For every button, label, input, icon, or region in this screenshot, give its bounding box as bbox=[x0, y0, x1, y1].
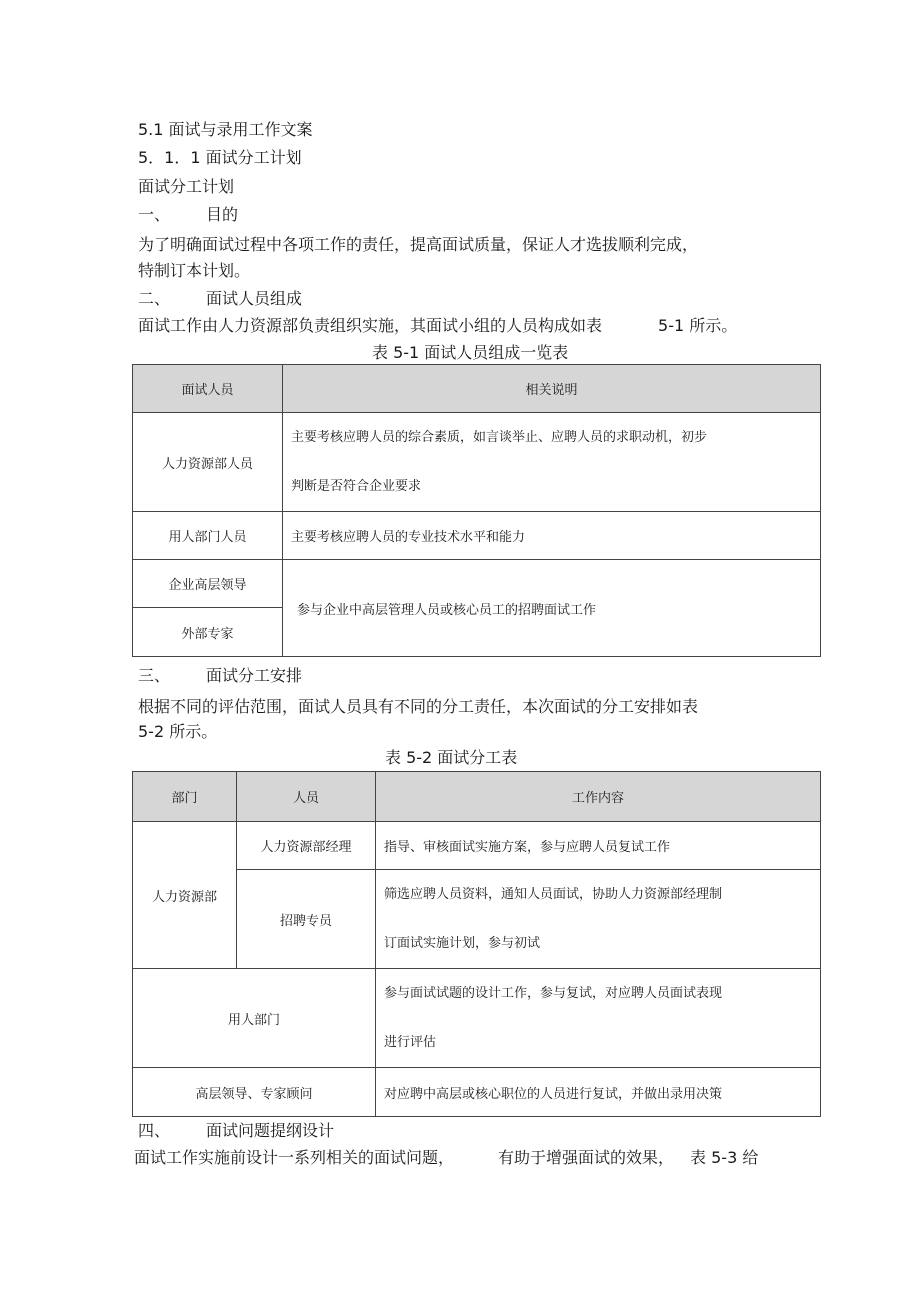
table-header-row bbox=[133, 365, 821, 413]
cell-line: 主要考核应聘人员的综合素质，如言谈举止、应聘人员的求职动机，初步 bbox=[291, 430, 708, 445]
table-header: 面试人员 bbox=[133, 365, 283, 413]
table-cell: 外部专家 bbox=[133, 608, 283, 657]
section-2-text bbox=[138, 316, 737, 336]
section-4-text-part-c: 表 5-3 给 bbox=[690, 1148, 759, 1167]
table-cell: 用人部门 bbox=[133, 969, 376, 1068]
section-3-heading bbox=[138, 666, 302, 686]
section-2-heading bbox=[138, 289, 302, 309]
section-1-number: 一、 bbox=[138, 205, 171, 224]
section-1-heading bbox=[138, 205, 238, 225]
section-2-text-part-a: 面试工作由人力资源部负责组织实施，其面试小组的人员构成如表 bbox=[138, 316, 603, 335]
table-cell: 参与企业中高层管理人员或核心员工的招聘面试工作 bbox=[283, 560, 821, 657]
table-header: 部门 bbox=[133, 772, 237, 822]
table-row bbox=[133, 512, 821, 560]
section-3-text-line-2: 5-2 所示。 bbox=[138, 722, 218, 741]
table-cell bbox=[376, 870, 821, 969]
section-1-text-line-1: 为了明确面试过程中各项工作的责任，提高面试质量，保证人才选拔顺利完成， bbox=[138, 235, 699, 254]
section-4-title: 面试问题提纲设计 bbox=[206, 1121, 335, 1140]
table-row bbox=[133, 822, 821, 870]
table-1-caption: 表 5-1 面试人员组成一览表 bbox=[372, 343, 569, 362]
table-row bbox=[133, 870, 821, 969]
cell-line: 判断是否符合企业要求 bbox=[291, 479, 422, 494]
table-cell: 对应聘中高层或核心职位的人员进行复试，并做出录用决策 bbox=[376, 1068, 821, 1117]
table-row bbox=[133, 560, 821, 608]
table-cell: 用人部门人员 bbox=[133, 512, 283, 560]
section-4-number: 四、 bbox=[138, 1121, 171, 1140]
table-header: 人员 bbox=[237, 772, 376, 822]
section-2-text-part-b: 5-1 所示。 bbox=[658, 316, 738, 335]
table-cell: 人力资源部 bbox=[133, 822, 237, 969]
document-title: 面试分工计划 bbox=[138, 177, 235, 196]
table-header: 工作内容 bbox=[376, 772, 821, 822]
table-cell: 人力资源部经理 bbox=[237, 822, 376, 870]
table-cell: 主要考核应聘人员的专业技术水平和能力 bbox=[283, 512, 821, 560]
section-4-text bbox=[134, 1148, 758, 1168]
table-cell: 人力资源部人员 bbox=[133, 413, 283, 512]
table-2-division bbox=[132, 771, 821, 1117]
table-header-row bbox=[133, 772, 821, 822]
section-3-title: 面试分工安排 bbox=[206, 666, 303, 685]
table-cell bbox=[283, 413, 821, 512]
table-cell: 高层领导、专家顾问 bbox=[133, 1068, 376, 1117]
section-2-number: 二、 bbox=[138, 289, 171, 308]
table-cell: 指导、审核面试实施方案，参与应聘人员复试工作 bbox=[376, 822, 821, 870]
section-4-heading bbox=[138, 1121, 334, 1141]
table-row bbox=[133, 969, 821, 1068]
section-4-text-part-a: 面试工作实施前设计一系列相关的面试问题， bbox=[134, 1148, 455, 1167]
section-3-number: 三、 bbox=[138, 666, 171, 685]
table-cell: 招聘专员 bbox=[237, 870, 376, 969]
table-header: 相关说明 bbox=[283, 365, 821, 413]
cell-line: 订面试实施计划，参与初试 bbox=[384, 936, 541, 951]
table-cell: 企业高层领导 bbox=[133, 560, 283, 608]
cell-line: 参与面试试题的设计工作，参与复试，对应聘人员面试表现 bbox=[384, 986, 723, 1001]
table-cell bbox=[376, 969, 821, 1068]
section-4-text-part-b: 有助于增强面试的效果， bbox=[498, 1148, 675, 1167]
table-row bbox=[133, 1068, 821, 1117]
cell-line: 筛选应聘人员资料，通知人员面试，协助人力资源部经理制 bbox=[384, 887, 723, 902]
table-2-caption: 表 5-2 面试分工表 bbox=[385, 748, 518, 767]
section-2-title: 面试人员组成 bbox=[206, 289, 303, 308]
table-row bbox=[133, 413, 821, 512]
section-heading: 5.1 面试与录用工作文案 bbox=[138, 120, 313, 139]
section-1-text-line-2: 特制订本计划。 bbox=[138, 261, 251, 280]
cell-line: 进行评估 bbox=[384, 1035, 437, 1050]
section-1-title: 目的 bbox=[206, 205, 239, 224]
table-1-interviewers bbox=[132, 364, 821, 657]
subsection-heading: 5．1．1 面试分工计划 bbox=[138, 148, 302, 167]
section-3-text-line-1: 根据不同的评估范围，面试人员具有不同的分工责任，本次面试的分工安排如表 bbox=[138, 697, 699, 716]
